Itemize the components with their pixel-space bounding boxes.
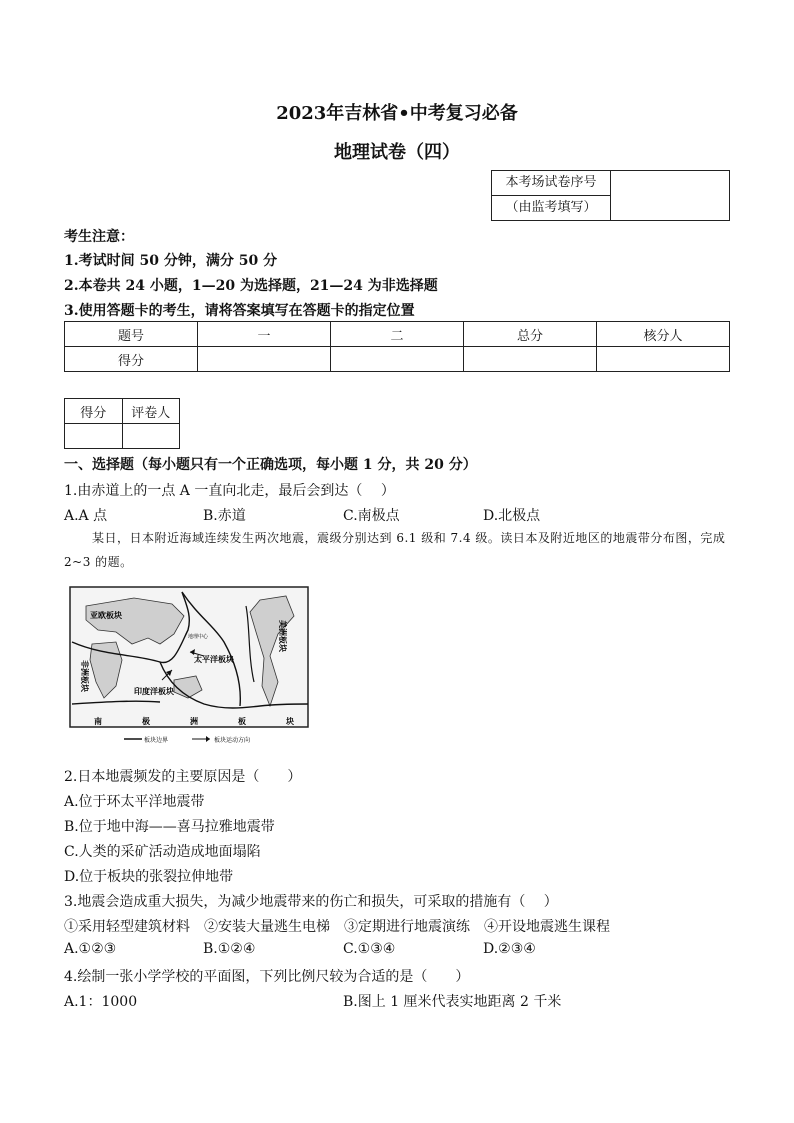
exam-title: 2023年吉林省•中考复习必备 bbox=[276, 103, 518, 124]
label-americas: 美洲板块 bbox=[278, 620, 287, 652]
q2-option-c[interactable]: C.人类的采矿活动造成地面塌陷 bbox=[64, 844, 261, 860]
q1-option-d[interactable]: D.北极点 bbox=[483, 508, 541, 524]
label-eurasia: 亚欧板块 bbox=[90, 611, 122, 620]
question-3: 3.地震会造成重大损失，为减少地震带来的伤亡和损失，可采取的措施有（ ） bbox=[64, 894, 558, 910]
notice-item-2: 2.本卷共 24 小题，1—20 为选择题，21—24 为非选择题 bbox=[64, 278, 438, 294]
score-cell[interactable] bbox=[198, 347, 331, 372]
q4-option-b[interactable]: B.图上 1 厘米代表实地距离 2 千米 bbox=[343, 994, 562, 1010]
score-header-cell: 一 bbox=[198, 322, 331, 347]
label-indian: 印度洋板块 bbox=[134, 687, 174, 696]
label-center: 地理中心 bbox=[188, 634, 209, 640]
q2-option-a[interactable]: A.位于环太平洋地震带 bbox=[64, 794, 205, 810]
notice-item-1: 1.考试时间 50 分钟，满分 50 分 bbox=[64, 253, 278, 269]
q1-option-c[interactable]: C.南极点 bbox=[343, 508, 400, 524]
question-4: 4.绘制一张小学学校的平面图，下列比例尺较为合适的是（ ） bbox=[64, 969, 470, 985]
q2-option-d[interactable]: D.位于板块的张裂拉伸地带 bbox=[64, 869, 234, 885]
grader-cell[interactable] bbox=[122, 424, 180, 449]
score-row-label: 得分 bbox=[65, 347, 198, 372]
legend-arrow-text: 板块运动方向 bbox=[214, 737, 251, 744]
label-antarctic-1: 南 bbox=[94, 717, 102, 726]
score-cell[interactable] bbox=[331, 347, 464, 372]
score-header-cell: 题号 bbox=[65, 322, 198, 347]
section-title: 一、选择题（每小题只有一个正确选项，每小题 1 分，共 20 分） bbox=[64, 457, 477, 473]
serial-input-cell[interactable] bbox=[611, 171, 730, 221]
label-antarctic-2: 极 bbox=[142, 717, 150, 726]
grader-header-cell: 得分 bbox=[65, 399, 123, 424]
q3-option-c[interactable]: C.①③④ bbox=[343, 941, 396, 957]
score-header-cell: 核分人 bbox=[597, 322, 730, 347]
serial-note: （由监考填写） bbox=[492, 196, 611, 221]
serial-number-box bbox=[491, 170, 730, 221]
score-table-header-row bbox=[65, 322, 730, 347]
score-cell[interactable] bbox=[464, 347, 597, 372]
plate-map-figure bbox=[64, 586, 314, 746]
score-table bbox=[64, 321, 730, 372]
label-pacific: 太平洋板块 bbox=[194, 655, 234, 664]
score-cell[interactable] bbox=[597, 347, 730, 372]
score-header-cell: 总分 bbox=[464, 322, 597, 347]
passage-text: 某日，日本附近海域连续发生两次地震，震级分别达到 6.1 级和 7.4 级。读日本及附近地区的地震带分布图，完成 2~3 的题。 bbox=[64, 531, 726, 569]
grader-header-cell: 评卷人 bbox=[122, 399, 180, 424]
question-2: 2.日本地震频发的主要原因是（ ） bbox=[64, 769, 302, 785]
question-1: 1.由赤道上的一点 A 一直向北走，最后会到达（ ） bbox=[64, 483, 395, 499]
q4-option-a[interactable]: A.1：1000 bbox=[64, 994, 138, 1010]
q1-option-b[interactable]: B.赤道 bbox=[203, 508, 246, 524]
exam-subtitle: 地理试卷（四） bbox=[334, 142, 460, 163]
legend-arrow-head bbox=[206, 736, 210, 742]
score-table-row bbox=[65, 347, 730, 372]
q3-option-a[interactable]: A.①②③ bbox=[64, 941, 117, 957]
q3-measures: ①采用轻型建筑材料 ②安装大量逃生电梯 ③定期进行地震演练 ④开设地震逃生课程 bbox=[64, 919, 610, 935]
serial-label: 本考场试卷序号 bbox=[492, 171, 611, 196]
grader-cell[interactable] bbox=[65, 424, 123, 449]
legend-boundary-text: 板块边界 bbox=[144, 737, 169, 744]
notice-heading: 考生注意： bbox=[64, 229, 134, 245]
label-antarctic-3: 洲 bbox=[190, 717, 198, 726]
label-africa: 非洲板块 bbox=[80, 660, 89, 692]
q1-option-a[interactable]: A.A 点 bbox=[64, 508, 108, 524]
label-antarctic-4: 板 bbox=[238, 717, 246, 726]
score-header-cell: 二 bbox=[331, 322, 464, 347]
notice-item-3: 3.使用答题卡的考生，请将答案填写在答题卡的指定位置 bbox=[64, 303, 415, 319]
q3-option-d[interactable]: D.②③④ bbox=[483, 941, 536, 957]
q3-option-b[interactable]: B.①②④ bbox=[203, 941, 256, 957]
grader-table bbox=[64, 398, 180, 449]
label-antarctic-5: 块 bbox=[286, 717, 294, 726]
q2-option-b[interactable]: B.位于地中海——喜马拉雅地震带 bbox=[64, 819, 275, 835]
